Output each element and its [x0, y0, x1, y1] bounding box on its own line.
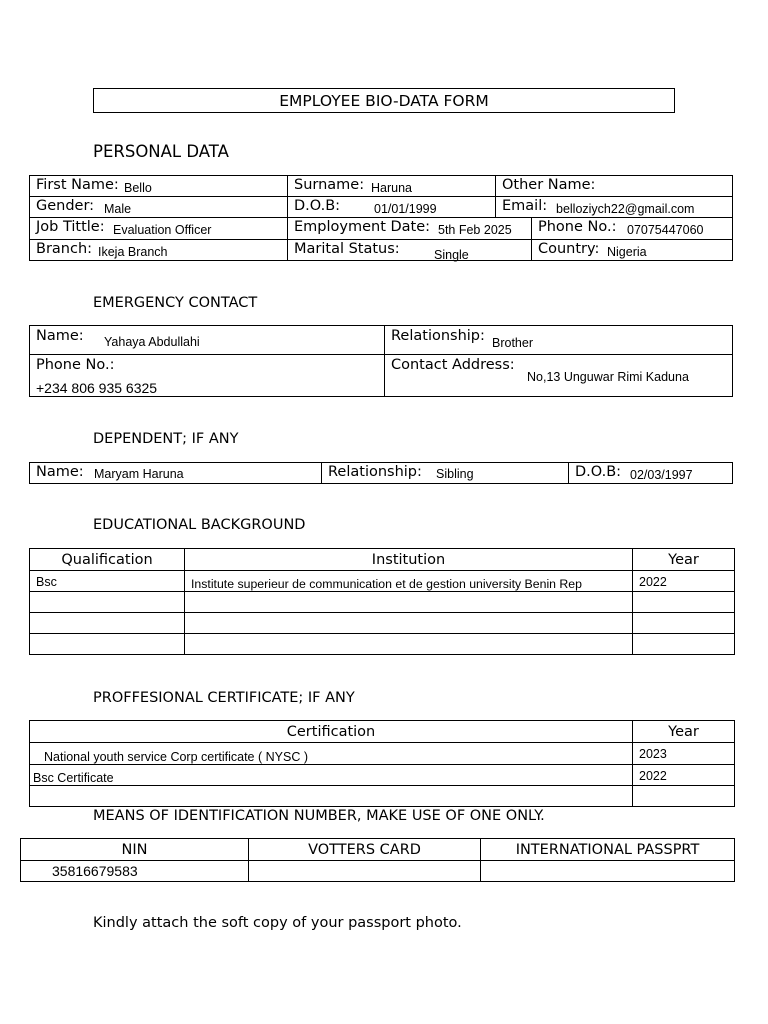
- emergency-name-value[interactable]: Yahaya Abdullahi: [104, 335, 200, 349]
- emergency-address-value[interactable]: No,13 Unguwar Rimi Kaduna: [527, 370, 689, 384]
- certificate-cell[interactable]: Bsc Certificate: [30, 765, 633, 786]
- first-name-value[interactable]: Bello: [124, 181, 152, 195]
- branch-value[interactable]: Ikeja Branch: [98, 245, 168, 259]
- job-title-label: Job Tittle:: [36, 219, 105, 235]
- phone-label: Phone No.:: [538, 219, 617, 235]
- passport-value[interactable]: [481, 861, 735, 882]
- education-cell[interactable]: [633, 634, 735, 655]
- identification-table: [20, 838, 735, 882]
- education-cell[interactable]: [30, 592, 185, 613]
- education-table: [29, 548, 735, 655]
- surname-label: Surname:: [294, 177, 365, 193]
- certificate-table: [29, 720, 735, 807]
- table-row: [30, 613, 735, 634]
- table-row: [21, 861, 735, 882]
- dependent-dob-label: D.O.B:: [575, 464, 622, 480]
- table-row: [30, 765, 735, 786]
- emergency-relationship-value[interactable]: Brother: [492, 336, 533, 350]
- table-row: [30, 634, 735, 655]
- emergency-phone-value[interactable]: +234 806 935 6325: [36, 380, 158, 396]
- id-header-nin: NIN: [21, 839, 249, 861]
- voters-card-value[interactable]: [249, 861, 481, 882]
- emergency-phone-label: Phone No.:: [36, 357, 115, 373]
- passport-photo-note: Kindly attach the soft copy of your passport photo.: [93, 915, 462, 931]
- education-header-year: Year: [633, 549, 735, 571]
- dependent-table: [29, 462, 733, 484]
- marital-status-value[interactable]: Single: [434, 248, 469, 262]
- certificate-cell[interactable]: 2022: [633, 765, 735, 786]
- job-title-value[interactable]: Evaluation Officer: [113, 223, 212, 237]
- dob-label: D.O.B:: [294, 198, 341, 214]
- email-label: Email:: [502, 198, 548, 214]
- form-title-box: [93, 88, 675, 113]
- first-name-label: First Name:: [36, 177, 119, 193]
- certificate-cell[interactable]: National youth service Corp certificate ( NYSC ): [30, 743, 633, 765]
- education-cell[interactable]: [633, 592, 735, 613]
- identification-heading: MEANS OF IDENTIFICATION NUMBER, MAKE USE OF ONE ONLY.: [93, 808, 545, 824]
- email-value[interactable]: belloziych22@gmail.com: [556, 202, 695, 216]
- employment-date-value[interactable]: 5th Feb 2025: [438, 223, 512, 237]
- certificate-header-year: Year: [633, 721, 735, 743]
- education-cell[interactable]: 2022: [633, 571, 735, 592]
- country-label: Country:: [538, 241, 600, 257]
- education-heading: EDUCATIONAL BACKGROUND: [93, 517, 306, 533]
- gender-value[interactable]: Male: [104, 202, 132, 216]
- table-row: [30, 743, 735, 765]
- emergency-name-label: Name:: [36, 328, 84, 344]
- dob-value[interactable]: 01/01/1999: [374, 202, 437, 216]
- emergency-contact-table: [29, 325, 733, 397]
- personal-data-heading: PERSONAL DATA: [93, 142, 229, 161]
- table-row: [30, 786, 735, 807]
- employment-date-label: Employment Date:: [294, 219, 431, 235]
- form-title: EMPLOYEE BIO-DATA FORM: [279, 92, 489, 110]
- dependent-name-label: Name:: [36, 464, 84, 480]
- personal-data-table: [29, 175, 733, 261]
- other-name-label: Other Name:: [502, 177, 596, 193]
- id-header-passport: INTERNATIONAL PASSPRT: [481, 839, 735, 861]
- table-row: [30, 571, 735, 592]
- dependent-dob-value[interactable]: 02/03/1997: [630, 468, 693, 482]
- education-cell[interactable]: Institute superieur de communication et de gestion university Benin Rep: [185, 571, 633, 592]
- table-row: [30, 592, 735, 613]
- gender-label: Gender:: [36, 198, 95, 214]
- emergency-address-label: Contact Address:: [391, 357, 515, 373]
- education-cell[interactable]: Bsc: [30, 571, 185, 592]
- education-header-qualification: Qualification: [30, 549, 185, 571]
- emergency-contact-heading: EMERGENCY CONTACT: [93, 295, 258, 311]
- education-cell[interactable]: [30, 613, 185, 634]
- dependent-name-value[interactable]: Maryam Haruna: [94, 467, 184, 481]
- branch-label: Branch:: [36, 241, 93, 257]
- certificate-heading: PROFFESIONAL CERTIFICATE; IF ANY: [93, 690, 355, 706]
- certificate-cell[interactable]: [30, 786, 633, 807]
- education-header-institution: Institution: [185, 549, 633, 571]
- education-cell[interactable]: [185, 592, 633, 613]
- education-cell[interactable]: [633, 613, 735, 634]
- emergency-relationship-label: Relationship:: [391, 328, 485, 344]
- marital-status-label: Marital Status:: [294, 241, 400, 257]
- country-value[interactable]: Nigeria: [607, 245, 647, 259]
- certificate-header-certification: Certification: [30, 721, 633, 743]
- surname-value[interactable]: Haruna: [371, 181, 412, 195]
- dependent-relationship-value[interactable]: Sibling: [436, 467, 474, 481]
- phone-value[interactable]: 07075447060: [627, 223, 704, 237]
- id-header-voters-card: VOTTERS CARD: [249, 839, 481, 861]
- nin-value[interactable]: 35816679583: [21, 861, 249, 882]
- certificate-cell[interactable]: [633, 786, 735, 807]
- dependent-heading: DEPENDENT; IF ANY: [93, 431, 239, 447]
- education-cell[interactable]: [185, 634, 633, 655]
- certificate-cell[interactable]: 2023: [633, 743, 735, 765]
- education-cell[interactable]: [185, 613, 633, 634]
- dependent-relationship-label: Relationship:: [328, 464, 422, 480]
- education-cell[interactable]: [30, 634, 185, 655]
